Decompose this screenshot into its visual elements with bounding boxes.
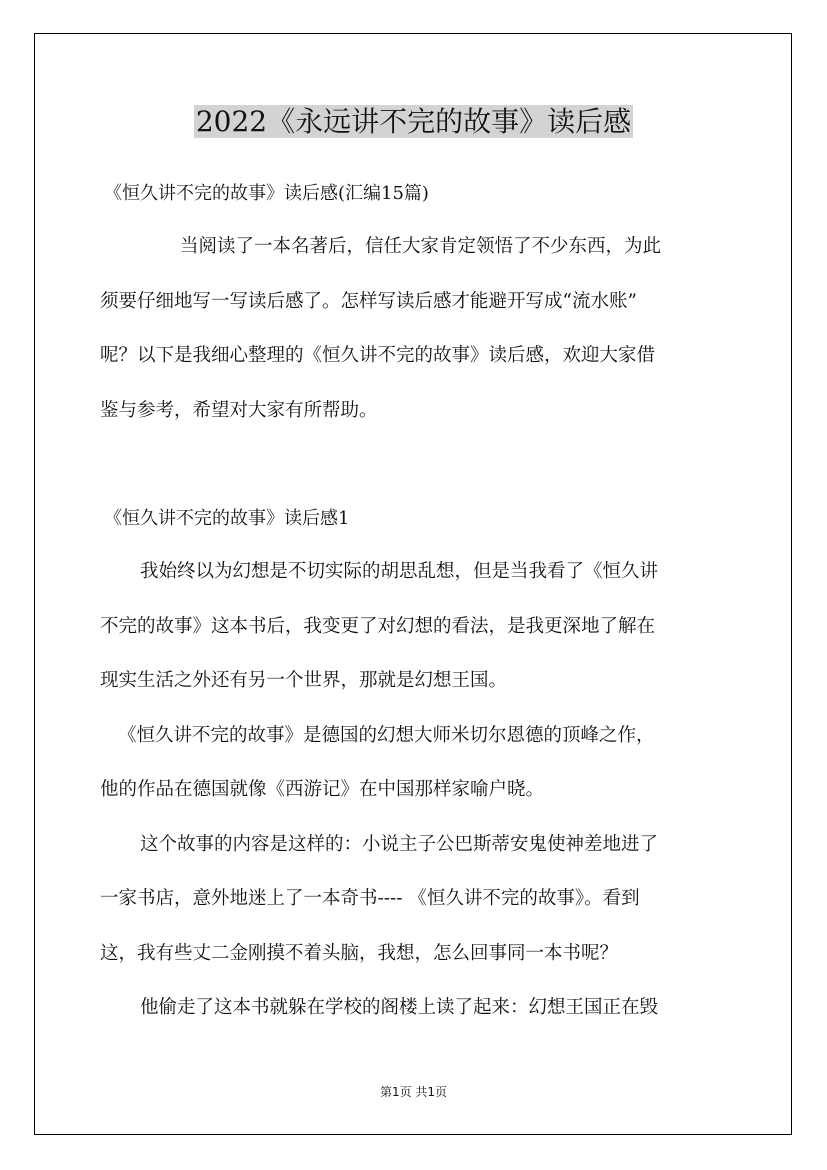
page-footer: 第1页 共1页: [379, 1085, 448, 1099]
intro-line: 当阅读了一本名著后，信任大家肯定领悟了不少东西，为此: [180, 236, 662, 257]
intro-paragraph: [100, 220, 740, 438]
intro-line: 呢？以下是我细心整理的《恒久讲不完的故事》读后感，欢迎大家借: [100, 345, 656, 366]
body-line: 他偷走了这本书就躲在学校的阁楼上读了起来：幻想王国正在毁: [140, 997, 659, 1018]
body-line: 现实生活之外还有另一个世界，那就是幻想王国。: [100, 670, 508, 691]
body-line: 不完的故事》这本书后，我变更了对幻想的看法，是我更深地了解在: [100, 615, 656, 637]
body-line: 《恒久讲不完的故事》是德国的幻想大师米切尔恩德的顶峰之作，: [118, 724, 655, 746]
intro-line: 须要仔细地写一写读后感了。怎样写读后感才能避开写成“流水账”: [100, 290, 637, 312]
body-line: 这个故事的内容是这样的：小说主子公巴斯蒂安鬼使神差地进了: [140, 833, 659, 855]
document-subtitle: 《恒久讲不完的故事》读后感(汇编15篇): [104, 183, 429, 204]
body-line: 一家书店，意外地迷上了一本奇书---- 《恒久讲不完的故事》。看到: [100, 888, 640, 909]
body-line: 他的作品在德国就像《西游记》在中国那样家喻户晓。: [100, 779, 545, 800]
section-body: [100, 545, 740, 1036]
body-line: 这，我有些丈二金刚摸不着头脑，我想，怎么回事同一本书呢？: [100, 942, 619, 964]
document-title-text: 2022《永远讲不完的故事》读后感: [195, 105, 632, 138]
body-line: 我始终以为幻想是不切实际的胡思乱想，但是当我看了《恒久讲: [140, 561, 659, 582]
section-heading: 《恒久讲不完的故事》读后感1: [104, 508, 350, 529]
intro-line: 鉴与参考，希望对大家有所帮助。: [100, 399, 378, 421]
document-title: [0, 100, 827, 144]
